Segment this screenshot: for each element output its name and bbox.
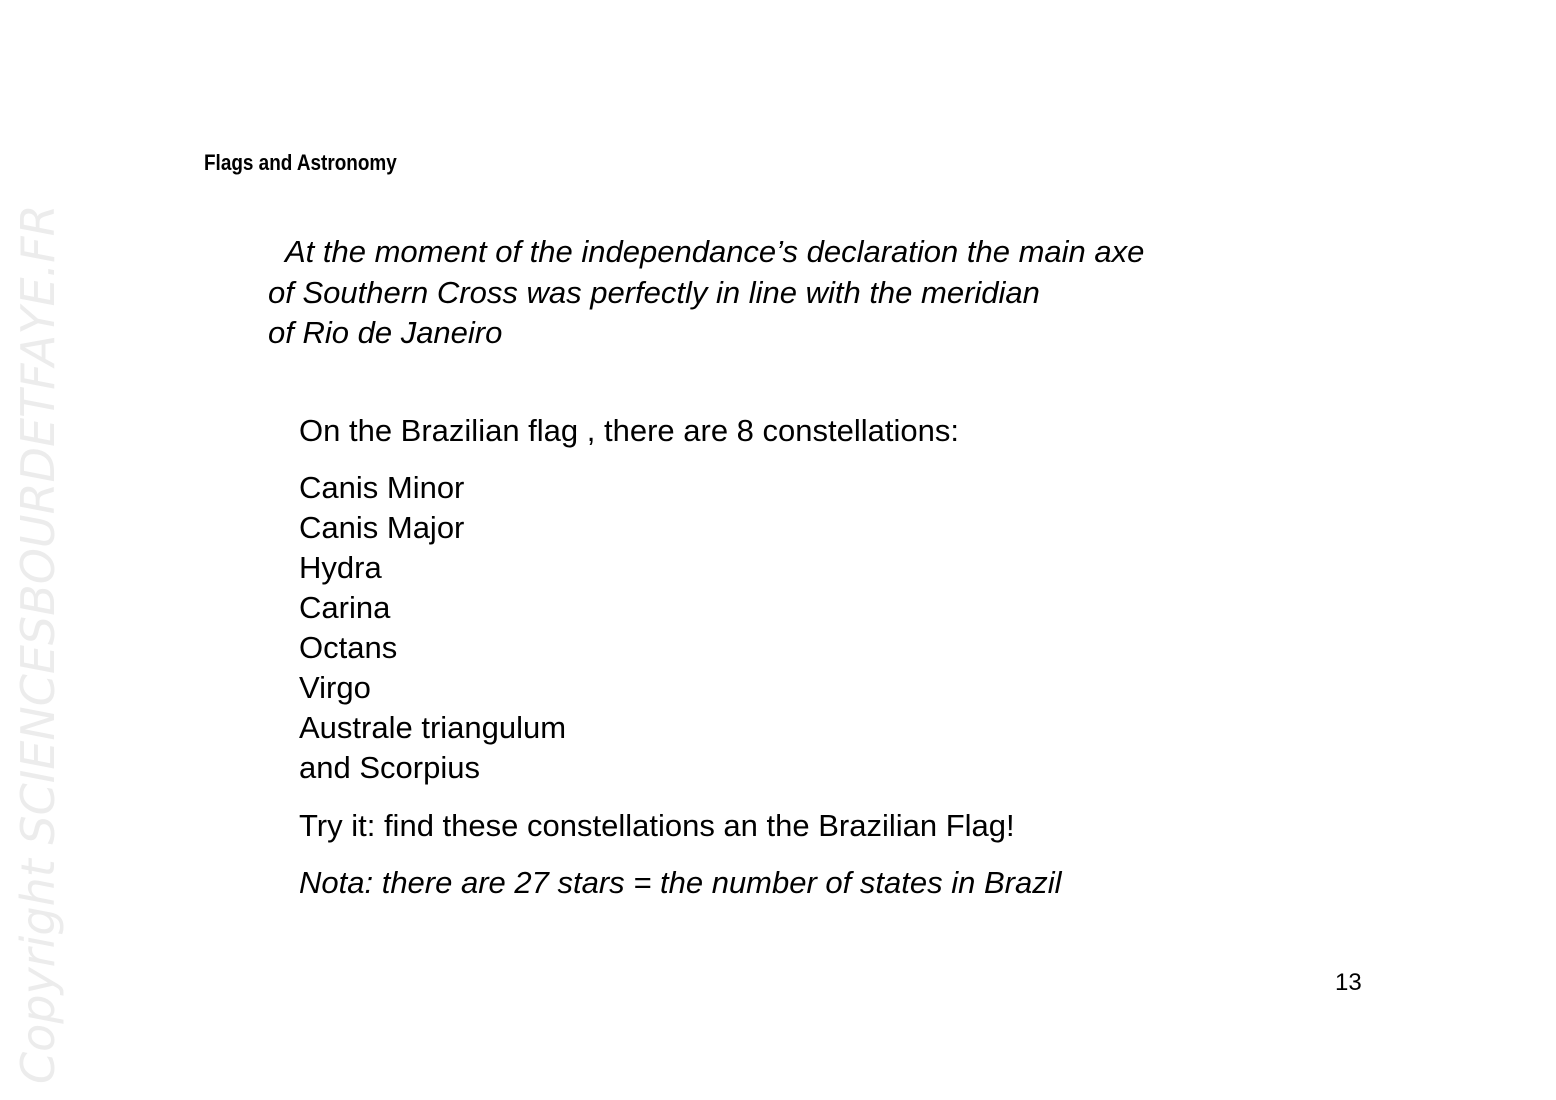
constellation-item: Canis Major: [299, 510, 465, 545]
constellation-list: [299, 468, 566, 788]
page-title: Flags and Astronomy: [204, 150, 397, 175]
constellation-item: Canis Minor: [299, 470, 465, 505]
intro-line: At the moment of the independance’s declaration the main axe: [285, 234, 1145, 269]
constellation-item: Virgo: [299, 670, 371, 705]
constellation-item: Australe triangulum: [299, 710, 567, 745]
page-number: 13: [1335, 969, 1362, 996]
copyright-watermark: Copyright SCIENCESBOURDETFAYE.FR: [11, 204, 65, 1084]
try-it-text: Try it: find these constellations an the Brazilian Flag!: [299, 808, 1015, 843]
intro-line: of Rio de Janeiro: [268, 315, 503, 350]
constellation-item: and Scorpius: [299, 750, 480, 785]
constellation-item: Hydra: [299, 550, 382, 585]
constellations-lead: On the Brazilian flag , there are 8 constellations:: [299, 413, 959, 448]
constellation-item: Octans: [299, 630, 398, 665]
constellation-item: Carina: [299, 590, 391, 625]
nota-text: Nota: there are 27 stars = the number of states in Brazil: [299, 865, 1062, 900]
intro-line: of Southern Cross was perfectly in line with the meridian: [268, 274, 1040, 310]
intro-paragraph: [268, 232, 1144, 354]
